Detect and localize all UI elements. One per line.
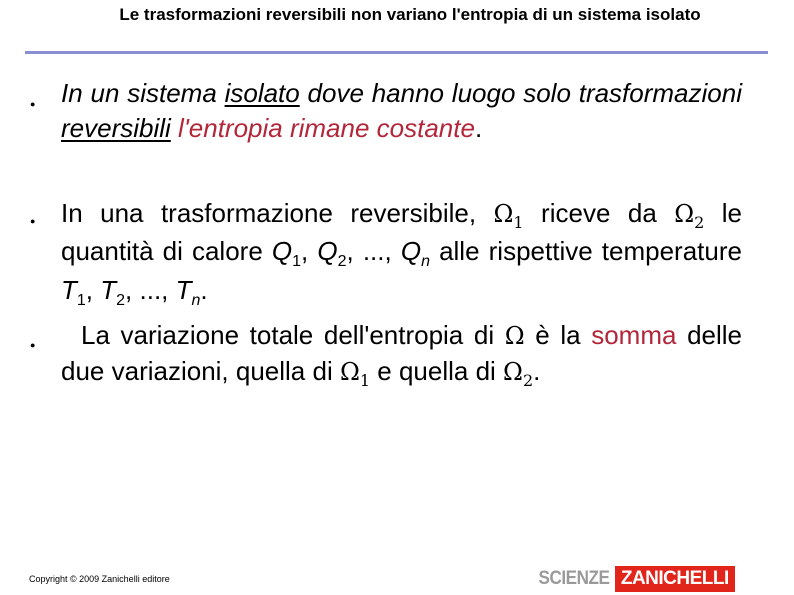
bullet-1-text <box>61 76 742 146</box>
bullet-2-part: In una trasformazione reversibile, <box>61 198 494 228</box>
bullet-2-part: , ..., <box>125 275 176 305</box>
bullet-2-text <box>61 196 742 312</box>
omega-subscript: 2 <box>694 213 705 232</box>
temperature-symbol: T <box>175 275 192 305</box>
bullet-1-part: dove hanno luogo solo trasformazioni <box>299 78 742 108</box>
bullet-1-space <box>171 113 178 143</box>
heat-symbol: Q <box>271 236 293 266</box>
bullet-2-part: le quantità di calore <box>61 198 742 266</box>
bullet-marker-3: ● <box>30 340 36 350</box>
bullet-2-part: , <box>301 236 318 266</box>
heat-subscript: 2 <box>337 253 347 270</box>
omega-symbol: Ω <box>674 200 695 228</box>
temperature-subscript: n <box>191 292 201 309</box>
bullet-3-part: e quella di <box>370 356 504 386</box>
bullet-1-isolato: isolato <box>224 78 300 108</box>
bullet-2-period: . <box>200 275 208 305</box>
omega-subscript: 1 <box>513 213 524 232</box>
heat-symbol: Q <box>317 236 338 266</box>
heat-symbol: Q <box>400 236 422 266</box>
bullet-3-part: è la <box>524 320 592 350</box>
omega-subscript: 1 <box>359 371 371 390</box>
omega-symbol: Ω <box>493 200 514 228</box>
logo-zanichelli: ZANICHELLI <box>615 566 735 592</box>
bullet-2-part: , ..., <box>346 236 401 266</box>
bullet-3-part: La variazione totale dell'entropia di <box>81 320 505 350</box>
logo-scienze: SCIENZE <box>538 568 610 589</box>
bullet-3-text <box>61 318 742 392</box>
bullet-2-part: , <box>85 275 101 305</box>
heat-subscript: 1 <box>292 253 302 270</box>
bullet-3-period: . <box>533 356 541 386</box>
bullet-marker-2: ● <box>30 216 36 226</box>
temperature-symbol: T <box>61 275 77 305</box>
bullet-2-part: alle rispettive temperature <box>429 236 742 266</box>
bullet-1-period: . <box>474 113 483 143</box>
bullet-marker-1: ● <box>30 99 36 109</box>
bullet-1-emphasis: l'entropia rimane costante <box>178 113 475 143</box>
bullet-2-part: riceve da <box>523 198 675 228</box>
temperature-symbol: T <box>100 275 117 305</box>
copyright-notice: Copyright © 2009 Zanichelli editore <box>29 574 170 584</box>
temperature-subscript: 1 <box>76 292 86 309</box>
bullet-1-reversibili: reversibili <box>61 113 171 143</box>
omega-symbol: Ω <box>504 322 525 350</box>
omega-symbol: Ω <box>339 358 360 386</box>
temperature-subscript: 2 <box>116 292 126 309</box>
bullet-1-part: In un sistema <box>61 78 225 108</box>
bullet-3-part: delle due variazioni, quella di <box>61 320 742 386</box>
publisher-logo <box>530 566 735 592</box>
omega-subscript: 2 <box>522 371 534 390</box>
bullet-3-somma: somma <box>591 320 677 350</box>
title-divider <box>25 51 768 54</box>
omega-symbol: Ω <box>503 358 523 386</box>
slide-title: Le trasformazioni reversibili non variano l'entropia di un sistema isolato <box>119 5 701 24</box>
heat-subscript: n <box>421 253 430 270</box>
